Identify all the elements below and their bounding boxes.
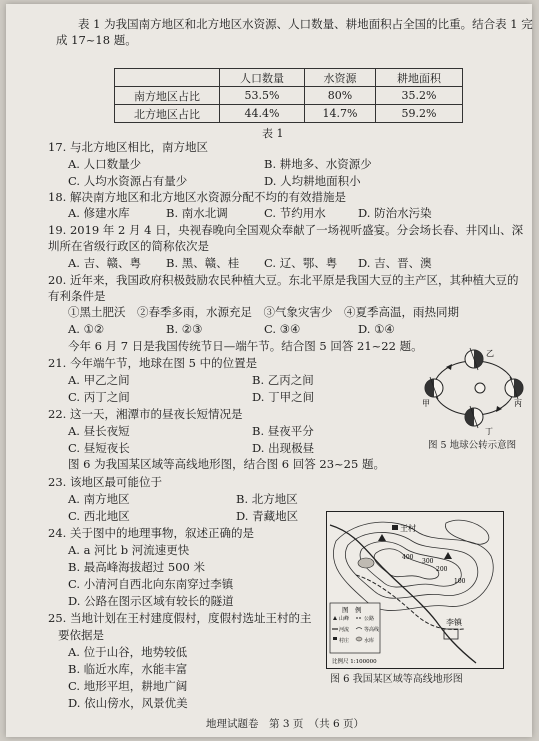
q22-stem: 22. 这一天，湘潭市的昼夜长短情况是 (48, 407, 243, 421)
q19-option-a[interactable]: A. 吉、赣、粤 (68, 256, 142, 270)
q23-option-d[interactable]: D. 青藏地区 (236, 509, 299, 523)
q19-option-d[interactable]: D. 吉、晋、澳 (358, 256, 432, 270)
q25-option-d[interactable]: D. 依山傍水，风景优美 (68, 696, 188, 710)
q25-option-c[interactable]: C. 地形平坦，耕地广阔 (68, 679, 188, 693)
q23-option-c[interactable]: C. 西北地区 (68, 509, 130, 523)
q17-option-a[interactable]: A. 人口数量少 (68, 157, 142, 171)
legend-item: 等高线 (364, 627, 380, 633)
table-cell: 14.7% (305, 105, 376, 123)
map-legend (330, 603, 380, 653)
earth-orbit-figure (422, 344, 526, 436)
intro-line-2: 成 17~18 题。 (56, 33, 137, 47)
exam-page (6, 4, 532, 737)
q24-option-b[interactable]: B. 最高峰海拔超过 500 米 (68, 560, 206, 574)
table-caption: 表 1 (262, 127, 284, 140)
q24-stem: 24. 关于图中的地理事物，叙述正确的是 (48, 526, 254, 540)
q19-option-b[interactable]: B. 黑、赣、桂 (166, 256, 240, 270)
q17-option-c[interactable]: C. 人均水资源占有量少 (68, 174, 188, 188)
earth-position-bottom (465, 406, 483, 428)
table-header-population: 人口数量 (220, 69, 305, 87)
orbit-arrow-icon (496, 406, 502, 412)
label-jia: 甲 (422, 399, 430, 408)
q22-option-c[interactable]: C. 昼短夜长 (68, 441, 130, 455)
orbit-arrow-icon (446, 364, 452, 370)
table-row-label: 南方地区占比 (115, 87, 220, 105)
sun-icon (475, 383, 485, 393)
legend-item: 公路 (364, 616, 375, 622)
q17-stem: 17. 与北方地区相比，南方地区 (48, 140, 208, 154)
q21-option-a[interactable]: A. 甲乙之间 (68, 373, 130, 387)
contour-label: 400 (402, 554, 414, 561)
q20-stem-2: 有利条件是 (48, 289, 106, 303)
q23-option-b[interactable]: B. 北方地区 (236, 492, 298, 506)
q18-option-d[interactable]: D. 防治水污染 (358, 206, 432, 220)
q21-stem: 21. 今年端午节，地球在图 5 中的位置是 (48, 356, 258, 370)
q23-option-a[interactable]: A. 南方地区 (68, 492, 130, 506)
table-header-water: 水资源 (305, 69, 376, 87)
legend-village-icon (333, 637, 337, 640)
table-cell: 80% (305, 87, 376, 105)
legend-reservoir-icon (356, 637, 362, 641)
label-yi: 乙 (486, 349, 494, 358)
q25-option-b[interactable]: B. 临近水库，水能丰富 (68, 662, 188, 676)
q21-option-d[interactable]: D. 丁甲之间 (252, 390, 315, 404)
earth-position-left (425, 377, 443, 399)
contour-label: 300 (422, 558, 434, 565)
town-label: 李镇 (446, 618, 462, 627)
intro-23-25: 图 6 为我国某区域等高线地形图，结合图 6 回答 23~25 题。 (68, 457, 385, 471)
page-footer: 地理试题卷 第 3 页 （共 6 页） (206, 718, 364, 730)
q19-stem-1: 19. 2019 年 2 月 4 日，央视春晚向全国观众奉献了一场视听盛宴。分会场长春、井冈山、深 (48, 223, 524, 237)
intro-21-22: 今年 6 月 7 日是我国传统节日—端午节。结合图 5 回答 21~22 题。 (68, 339, 423, 353)
q22-option-d[interactable]: D. 出现极昼 (252, 441, 315, 455)
q20-stem-1: 20. 近年来，我国政府积极鼓励农民种植大豆。东北平原是我国大豆的主产区，其种植大豆的 (48, 273, 519, 287)
table-cell: 44.4% (220, 105, 305, 123)
legend-item: 村庄 (339, 638, 350, 644)
q17-option-d[interactable]: D. 人均耕地面积小 (264, 174, 361, 188)
contour-map-figure (326, 511, 504, 669)
table-1 (114, 68, 463, 123)
label-bing: 丙 (514, 399, 522, 408)
intro-line-1: 表 1 为我国南方地区和北方地区水资源、人口数量、耕地面积占全国的比重。结合表 1 完 (78, 17, 533, 31)
q24-option-a[interactable]: A. a 河比 b 河流速更快 (68, 543, 190, 557)
table-cell: 59.2% (376, 105, 463, 123)
table-header-blank (115, 69, 220, 87)
earth-position-right (505, 377, 523, 399)
legend-title: 图 例 (342, 606, 362, 614)
legend-item: 河流 (339, 627, 350, 633)
q18-stem: 18. 解决南方地区和北方地区水资源分配不均的有效措施是 (48, 190, 346, 204)
q25-stem-2: 要依据是 (58, 628, 104, 642)
label-ding: 丁 (485, 427, 493, 436)
legend-item: 水库 (364, 638, 375, 644)
village-icon (392, 525, 398, 530)
table-header-farmland: 耕地面积 (376, 69, 463, 87)
q21-option-c[interactable]: C. 丙丁之间 (68, 390, 130, 404)
map-scale: 比例尺 1:100000 (332, 659, 377, 665)
q21-option-b[interactable]: B. 乙丙之间 (252, 373, 314, 387)
q19-stem-2: 圳所在省级行政区的简称依次是 (48, 239, 209, 253)
q20-option-c[interactable]: C. ③④ (264, 322, 301, 336)
figure-6-caption: 图 6 我国某区域等高线地形图 (330, 674, 463, 685)
earth-position-top (465, 348, 483, 370)
table-cell: 53.5% (220, 87, 305, 105)
q25-stem-1: 25. 当地计划在王村建度假村，度假村选址王村的主 (48, 611, 312, 625)
q23-stem: 23. 该地区最可能位于 (48, 475, 162, 489)
table-cell: 35.2% (376, 87, 463, 105)
orbit-ellipse (434, 361, 514, 415)
q18-option-c[interactable]: C. 节约用水 (264, 206, 326, 220)
q25-option-a[interactable]: A. 位于山谷，地势较低 (68, 645, 188, 659)
q20-conditions: ①黑土肥沃 ②春季多雨，水源充足 ③气象灾害少 ④夏季高温，雨热同期 (68, 305, 459, 319)
q18-option-b[interactable]: B. 南水北调 (166, 206, 228, 220)
reservoir-icon (358, 558, 374, 568)
contour-label: 100 (454, 578, 466, 585)
q20-option-a[interactable]: A. ①② (68, 322, 105, 336)
q22-option-a[interactable]: A. 昼长夜短 (68, 424, 130, 438)
q18-option-a[interactable]: A. 修建水库 (68, 206, 130, 220)
contour-label: 200 (436, 566, 448, 573)
village-label: 王村 (400, 524, 416, 533)
q20-option-b[interactable]: B. ②③ (166, 322, 203, 336)
q17-option-b[interactable]: B. 耕地多、水资源少 (264, 157, 372, 171)
q20-option-d[interactable]: D. ①④ (358, 322, 395, 336)
q24-option-d[interactable]: D. 公路在图示区域有较长的隧道 (68, 594, 234, 608)
figure-5-caption: 图 5 地球公转示意图 (428, 440, 517, 451)
table-row-label: 北方地区占比 (115, 105, 220, 123)
q24-option-c[interactable]: C. 小清河自西北向东南穿过李镇 (68, 577, 234, 591)
q22-option-b[interactable]: B. 昼夜平分 (252, 424, 314, 438)
q19-option-c[interactable]: C. 辽、鄂、粤 (264, 256, 338, 270)
legend-item: 山峰 (339, 616, 350, 622)
